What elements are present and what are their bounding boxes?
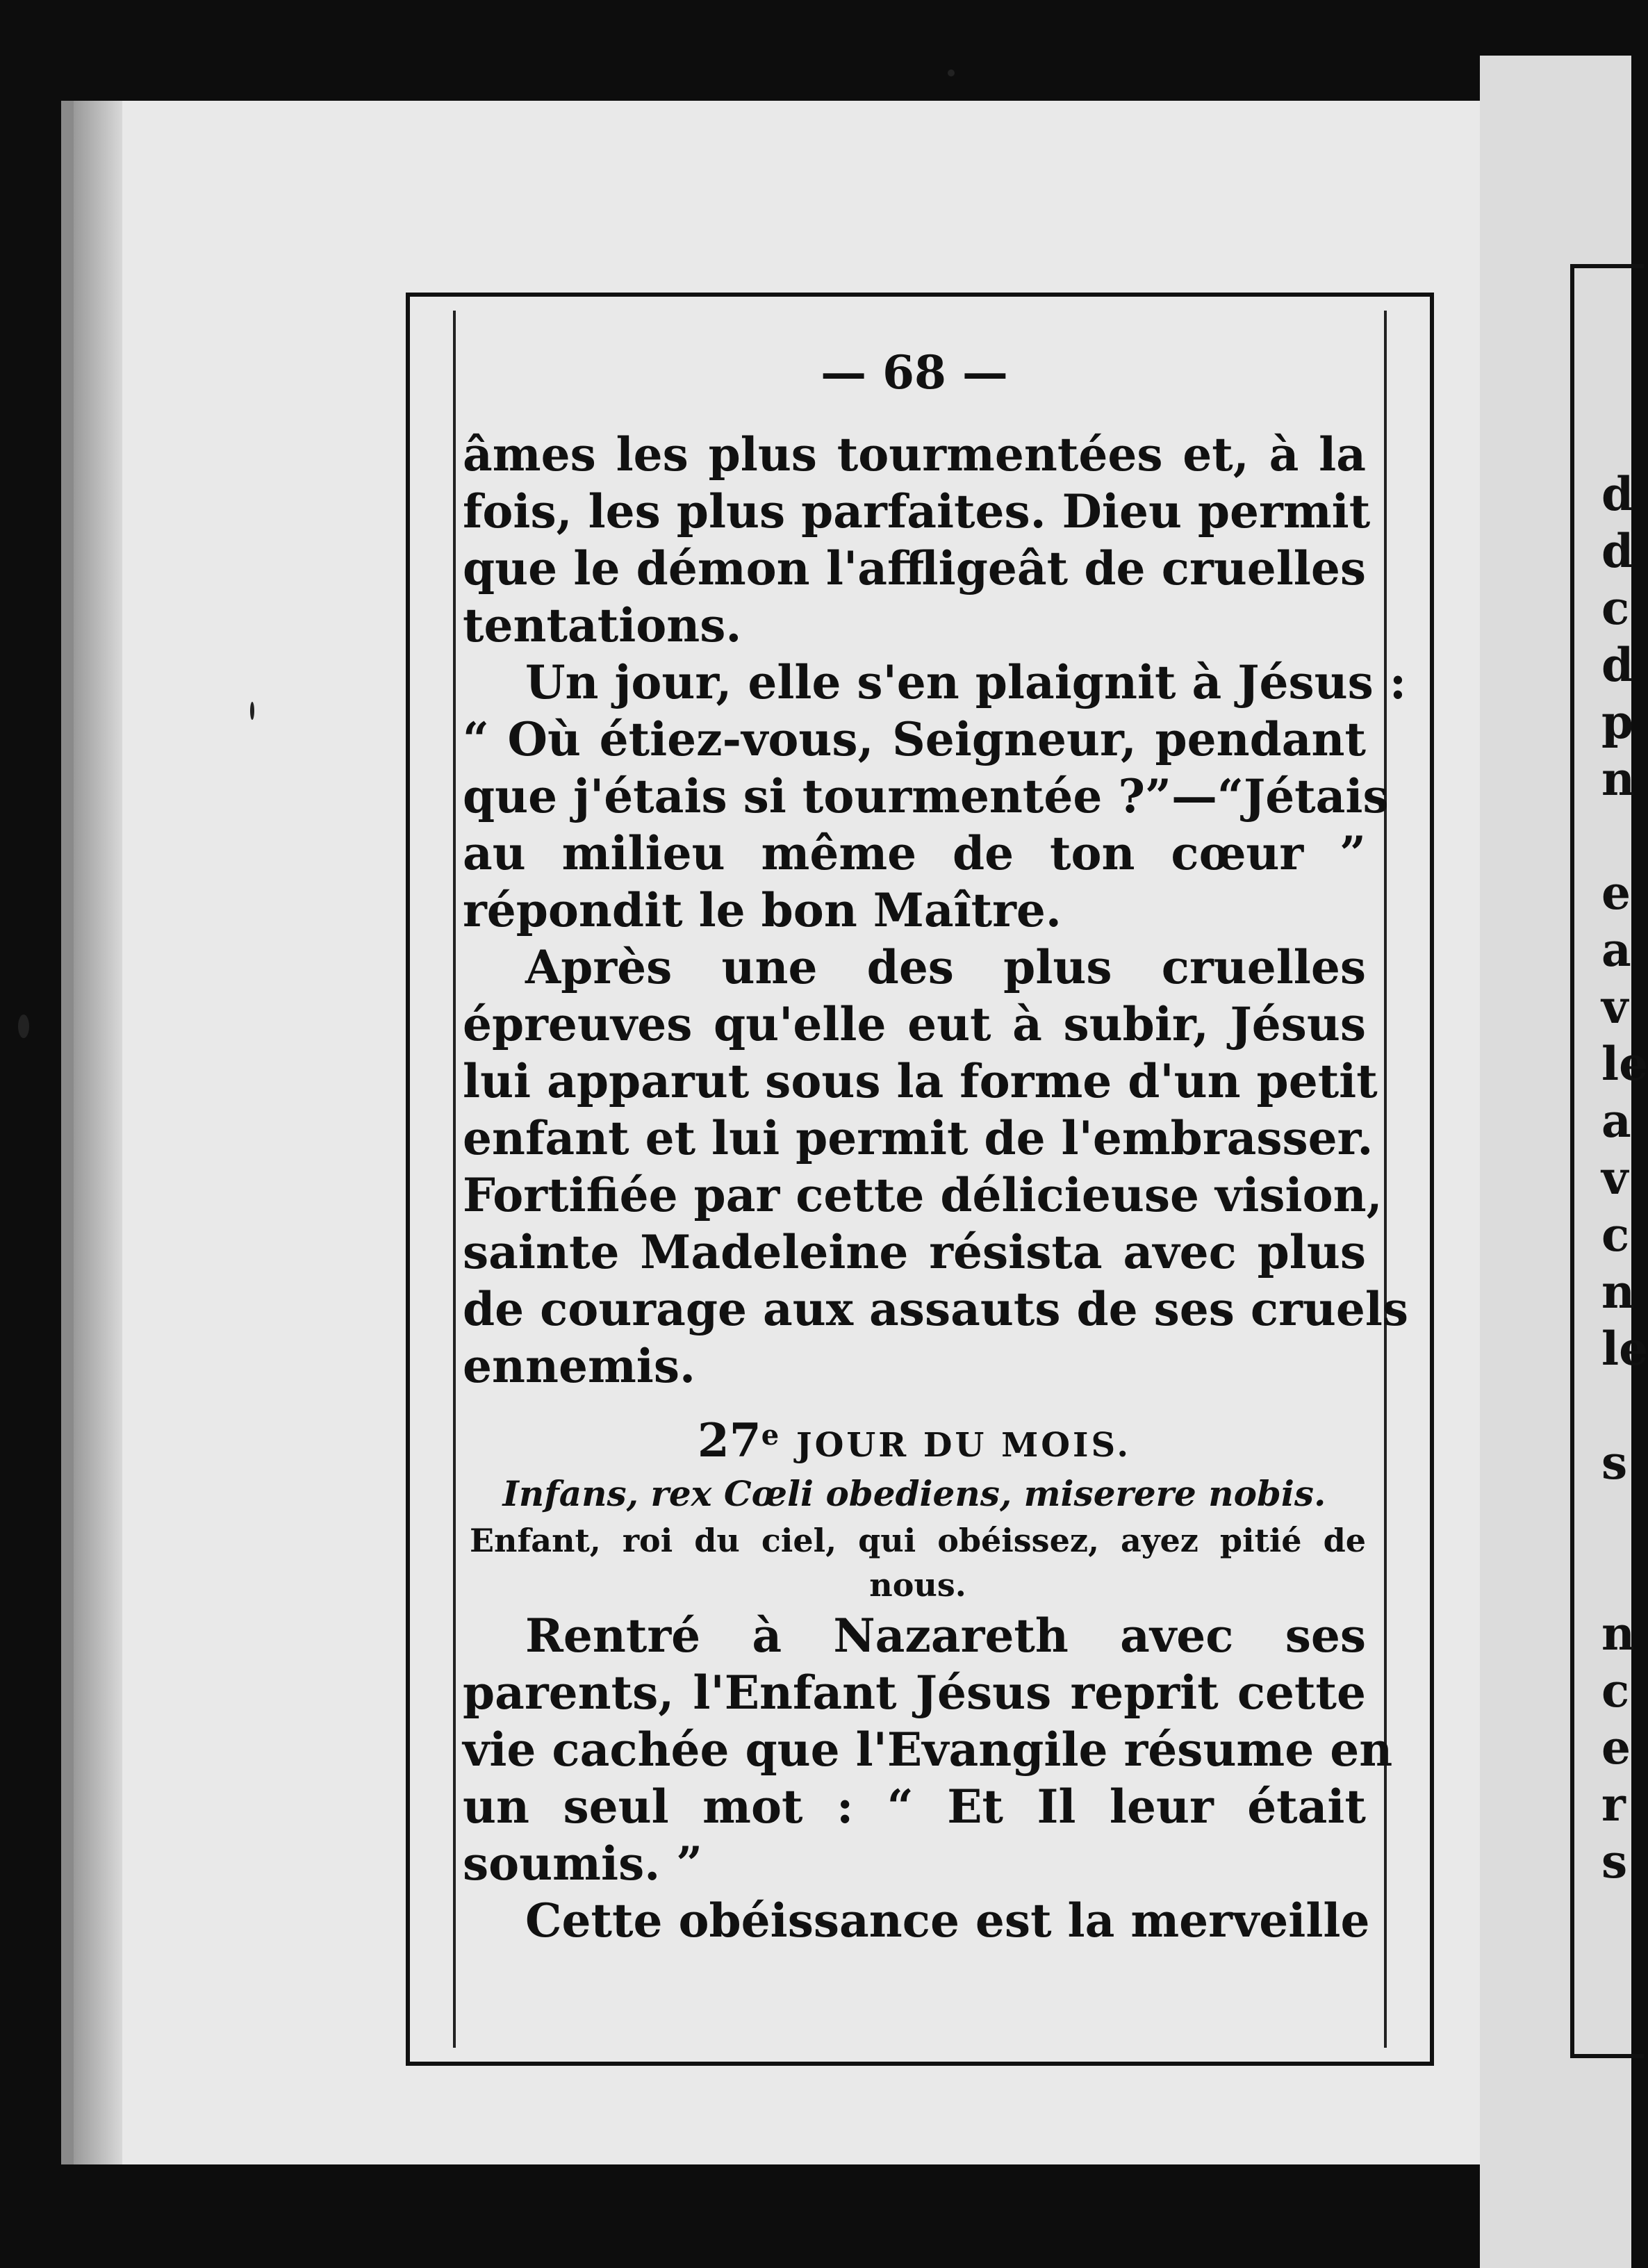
margin-letter: r: [1601, 1777, 1626, 1832]
text-line: fois, les plus parfaites. Dieu permit: [463, 484, 1371, 539]
margin-letter: c: [1601, 581, 1630, 635]
section-heading: [463, 1411, 1366, 1470]
text-line: Cette obéissance est la merveille: [525, 1893, 1370, 1948]
margin-letter: v: [1601, 980, 1629, 1034]
margin-letter: c: [1601, 1208, 1630, 1262]
text-line: âmes les plus tourmentées et, à la: [463, 427, 1366, 482]
paragraph-1: [463, 426, 1371, 654]
page-edge-shadow: [74, 101, 122, 2164]
text-line: tentations.: [463, 598, 742, 652]
text-line: enfant et lui permit de l'embrasser.: [463, 1111, 1374, 1165]
margin-letter: c: [1601, 1663, 1630, 1718]
ink-speck: [250, 702, 254, 720]
text-line: lui apparut sous la forme d'un petit: [463, 1054, 1378, 1108]
text-line: que le démon l'affligeât de cruelles: [463, 541, 1366, 595]
text-line: au milieu même de ton cœur ”: [463, 826, 1366, 880]
paragraph-4: [463, 1607, 1393, 1892]
text-line: sainte Madeleine résista avec plus: [463, 1225, 1366, 1279]
paragraph-5: [463, 1892, 1370, 1949]
margin-letter: [1601, 1491, 1648, 1548]
text-line: Rentré à Nazareth avec ses: [525, 1609, 1366, 1663]
heading-text: JOUR DU MOIS.: [796, 1426, 1132, 1465]
margin-letter: d: [1601, 524, 1634, 578]
margin-letter: s: [1601, 1436, 1628, 1490]
margin-letter: s: [1601, 1834, 1628, 1889]
text-line: un seul mot : “ Et Il leur était: [463, 1780, 1366, 1834]
text-line: “ Où étiez-vous, Seigneur, pendant: [463, 712, 1366, 766]
text-line: Un jour, elle s'en plaignit à Jésus :: [525, 655, 1407, 709]
page-number: — 68 —: [821, 345, 1008, 400]
margin-letter: a: [1601, 923, 1631, 977]
margin-letter: p: [1601, 695, 1634, 749]
margin-letter: v: [1601, 1151, 1629, 1205]
margin-letter: a: [1601, 1094, 1631, 1148]
text-line: ennemis.: [463, 1339, 695, 1393]
margin-letter: le: [1601, 1037, 1648, 1091]
heading-superscript: e: [761, 1419, 782, 1452]
paragraph-3: [463, 939, 1409, 1395]
margin-letter: n: [1601, 1265, 1635, 1319]
heading-day-number: 27: [697, 1413, 761, 1468]
text-line: de courage aux assauts de ses cruels: [463, 1282, 1409, 1336]
margin-letter: e: [1601, 1720, 1631, 1775]
text-line: épreuves qu'elle eut à subir, Jésus: [463, 997, 1366, 1051]
text-frame: [406, 293, 1434, 2066]
ink-speck: [948, 69, 955, 76]
text-line: parents, l'Enfant Jésus reprit cette: [463, 1666, 1366, 1720]
text-line: soumis. ”: [463, 1836, 703, 1891]
paragraph-2: [463, 654, 1407, 939]
translation-line: nous.: [869, 1566, 966, 1604]
translation-line: Enfant, roi du ciel, qui obéissez, ayez pitié de: [470, 1522, 1366, 1559]
text-line: que j'étais si tourmentée ?”—“Jétais: [463, 769, 1389, 823]
text-line: vie cachée que l'Evangile résume en: [463, 1723, 1393, 1777]
margin-letter: [1601, 807, 1648, 864]
margin-letter: n: [1601, 752, 1635, 806]
book-page-left: [61, 101, 1480, 2164]
text-line: répondit le bon Maître.: [463, 883, 1062, 937]
margin-letter: d: [1601, 638, 1634, 692]
translation: [463, 1518, 1366, 1607]
margin-letter: d: [1601, 467, 1634, 521]
right-page-margin-letters: [1601, 466, 1648, 1890]
margin-letter: e: [1601, 866, 1631, 920]
text-column: [463, 345, 1409, 1949]
margin-letter: le: [1601, 1322, 1648, 1376]
margin-letter: [1601, 1377, 1648, 1434]
text-line: Fortifiée par cette délicieuse vision,: [463, 1168, 1383, 1222]
latin-invocation: Infans, rex Cœli obediens, miserere nobis.: [502, 1473, 1326, 1514]
text-line: Après une des plus cruelles: [525, 940, 1366, 994]
ink-speck: [18, 1014, 29, 1038]
margin-letter: n: [1601, 1606, 1635, 1661]
book-page-right-edge: [1480, 56, 1648, 2268]
margin-letter: [1601, 1548, 1648, 1605]
